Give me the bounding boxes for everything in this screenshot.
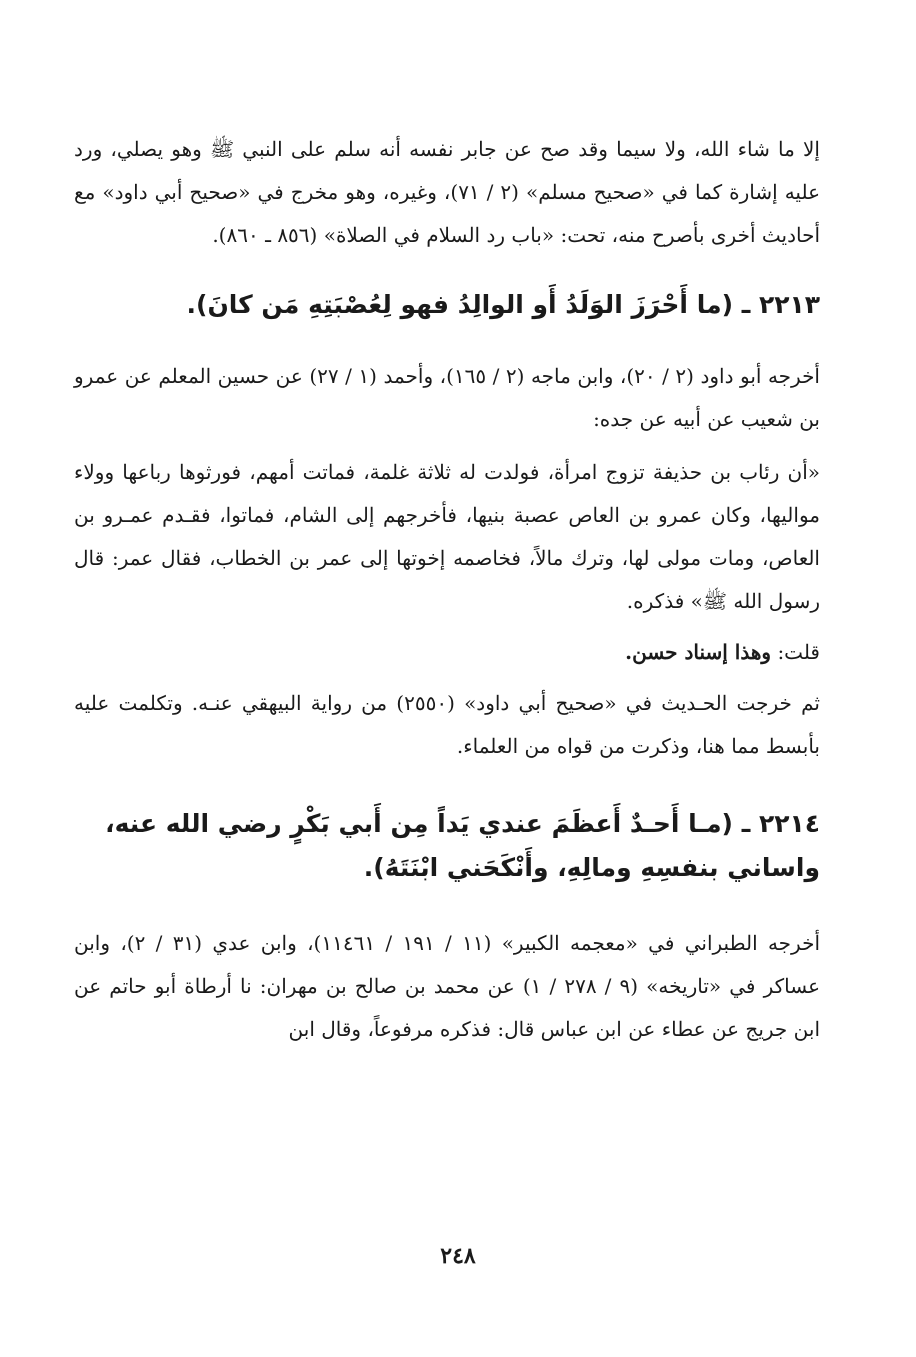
hadith-2213-takhrij: أخرجه أبو داود (٢ / ٢٠)، وابن ماجه (٢ / ١٦٥)، وأحمد (١ / ٢٧) عن حسين المعلم عن عمرو بن شعيب عن أبيه عن جده:: [74, 364, 820, 431]
hadith-2213-note: ثم خرجت الحـديث في «صحيح أبي داود» (٢٥٥٠) من رواية البيهقي عنـه. وتكلمت عليه بأبسط مما هنا، وذكرت من قواه من العلماء.: [74, 691, 820, 758]
hadith-2214-takhrij: أخرجه الطبراني في «معجمه الكبير» (١١ / ١٩١ / ١١٤٦١)، وابن عدي (٣١ / ٢)، وابن عساكر في «تاريخه» (٩ / ٢٧٨ / ١) عن محمد بن صالح بن مهران: نا أرطاة أبو حاتم عن ابن جريج عن عطاء عن ابن عباس قال: فذكره مرفوعاً، وقال ابن: [74, 931, 821, 1041]
page-number: ٢٤٨: [440, 1243, 476, 1269]
isnad-grading: وهذا إسناد حسن.: [625, 640, 772, 664]
continued-paragraph: إلا ما شاء الله، ولا سيما وقد صح عن جابر نفسه أنه سلم على النبي ﷺ وهو يصلي، ورد عليه إشارة كما في «صحيح مسلم» (٢ / ٧١)، وغيره، وهو مخرج في «صحيح أبي داود» مع أحاديث أخرى بأصرح منه، تحت: «باب رد السلام في الصلاة» (٨٥٦ ـ ٨٦٠).: [74, 137, 821, 247]
page-body: [74, 128, 820, 1051]
qult-label: قلت:: [777, 640, 820, 664]
hadith-2214-heading: ٢٢١٤ ـ (مـا أَحـدٌ أَعظَمَ عندي يَداً مِن أَبي بَكْرٍ رضي الله عنه، واساني بنفسِهِ ومالِهِ، وأَنْكَحَني ابْنَتَهُ).: [105, 809, 820, 882]
hadith-2213-heading: ٢٢١٣ ـ (ما أَحْرَزَ الوَلَدُ أَو الوالِدُ فهو لِعُصْبَتِهِ مَن كانَ).: [186, 290, 820, 319]
hadith-2213-grading: [74, 631, 820, 674]
hadith-2213-story: «أن رئاب بن حذيفة تزوج امرأة، فولدت له ثلاثة غلمة، فماتت أمهم، فورثوها رباعها وولاء مواليها، وكان عمرو بن العاص عصبة بنيها، فأخرجهم إلى الشام، فماتوا، فقـدم عمـرو بن العاص، ومات مولى لها، وترك مالاً، فخاصمه إخوتها إلى عمر بن الخطاب، فقال عمر: قال رسول الله ﷺ» فذكره.: [74, 460, 820, 613]
